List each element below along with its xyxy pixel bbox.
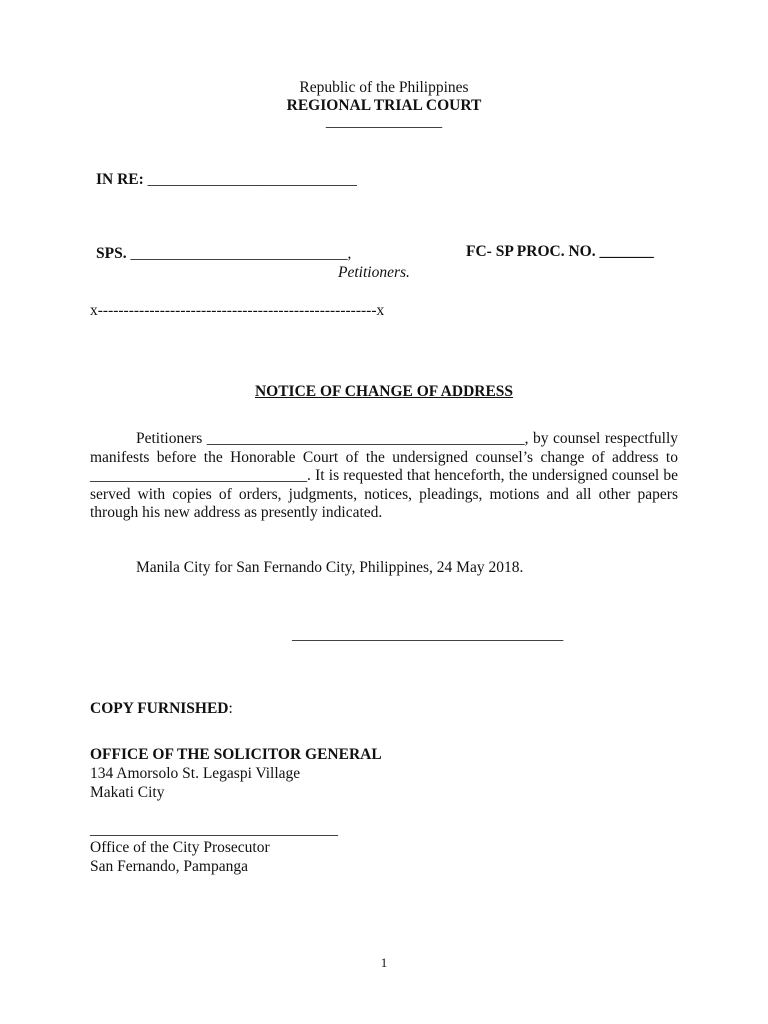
place-date: Manila City for San Fernando City, Philippines, 24 May 2018. <box>136 559 524 576</box>
caption-separator: x------------------------------------------------------x <box>90 302 385 319</box>
recipient-prosecutor-address: San Fernando, Pampanga <box>90 858 248 875</box>
recipient-osg-address-2: Makati City <box>90 784 165 801</box>
recipient-osg-address-1: 134 Amorsolo St. Legaspi Village <box>90 765 301 782</box>
copy-furnished-heading <box>90 700 233 718</box>
in-re-blank: ___________________________ <box>143 171 357 188</box>
petitioners-label: Petitioners. <box>338 264 410 281</box>
header-branch-blank: _______________ <box>325 113 443 130</box>
recipient-prosecutor-blank: ________________________________ <box>90 821 338 838</box>
in-re-label: IN RE: <box>96 171 144 188</box>
page-number: 1 <box>380 955 388 970</box>
copy-furnished-colon: : <box>228 700 233 717</box>
sps-blank: ____________________________, <box>126 245 352 262</box>
recipient-prosecutor-name: Office of the City Prosecutor <box>90 839 270 856</box>
header-republic: Republic of the Philippines <box>299 79 469 96</box>
header-court: REGIONAL TRIAL COURT <box>286 97 482 114</box>
sps-line <box>96 245 351 263</box>
copy-furnished-label: COPY FURNISHED <box>90 700 229 717</box>
recipient-osg-name: OFFICE OF THE SOLICITOR GENERAL <box>90 746 382 763</box>
case-number: FC- SP PROC. NO. _______ <box>466 243 654 260</box>
document-title: NOTICE OF CHANGE OF ADDRESS <box>254 383 514 400</box>
signature-line: ___________________________________ <box>292 626 564 643</box>
body-paragraph <box>90 430 678 523</box>
sps-label: SPS. <box>96 245 127 262</box>
body-paragraph-text: Petitioners _________________________________________, by counsel respectfully manifests before the Honorable Court of the undersigned counsel’s change of address to ____________________________. It is requested that henceforth, the undersigned counsel be served with copies of orders, judgments, notices, pleadings, motions and all other papers through his new address as presently indicated. <box>90 430 678 521</box>
in-re-line <box>96 171 357 189</box>
